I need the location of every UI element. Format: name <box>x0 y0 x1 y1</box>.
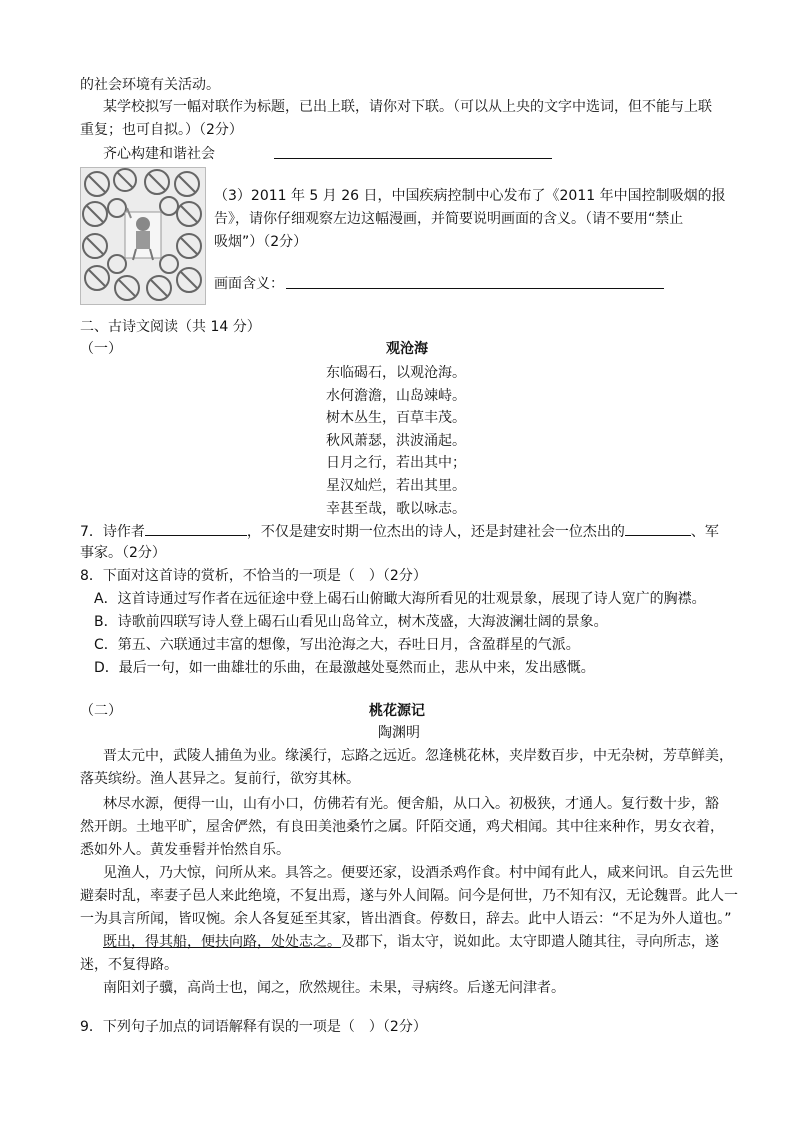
prose-p3-line3: 一为具言所闻，皆叹惋。余人各复延至其家，皆出酒食。停数日，辞去。此中人语云：“不足为外人道也。” <box>80 911 732 927</box>
q7-blank-role[interactable] <box>625 521 691 536</box>
prose-p3-line2: 避秦时乱，率妻子邑人来此绝境，不复出焉，遂与外人间隔。问今是何世，乃不知有汉，无论魏晋。此人一 <box>80 888 738 904</box>
q8-option-c[interactable]: C．第五、六联通过丰富的想像，写出沧海之大，吞吐日月，含盈群星的气派。 <box>94 637 580 653</box>
q7-blank-author[interactable] <box>145 521 247 536</box>
q3-text-line2: 告》，请你仔细观察左边这幅漫画，并简要说明画面的含义。（请不要用“禁止 <box>214 211 684 227</box>
question-8-stem: 8．下面对这首诗的赏析，不恰当的一项是（ ）（2分） <box>80 568 427 584</box>
q8-option-a[interactable]: A．这首诗通过写作者在远征途中登上碣石山俯瞰大海所看见的壮观景象，展现了诗人宽广的胸襟。 <box>94 591 706 607</box>
prose-p3-line5: 迷，不复得路。 <box>80 957 178 973</box>
prose-p2-line2: 然开朗。土地平旷，屋舍俨然，有良田美池桑竹之属。阡陌交通，鸡犬相闻。其中往来种作，男女衣着， <box>80 819 724 835</box>
q8-option-b[interactable]: B．诗歌前四联写诗人登上碣石山看见山岛耸立，树木茂盛，大海波澜壮阔的景象。 <box>94 614 608 630</box>
prose-author: 陶渊明 <box>378 725 420 741</box>
question-9-stem: 9．下列句子加点的词语解释有误的一项是（ ）（2分） <box>80 1019 427 1035</box>
q7-part-c: 、军 <box>690 524 719 540</box>
q7-part-b: ，不仅是建安时期一位杰出的诗人，还是封建社会一位杰出的 <box>246 524 625 540</box>
q3-meaning-label: 画面含义： <box>214 276 284 292</box>
poem-line: 水何澹澹，山岛竦峙。 <box>326 387 466 404</box>
poem-line: 秋风萧瑟，洪波涌起。 <box>326 432 466 449</box>
part1-label: （一） <box>80 341 122 357</box>
prose-p2-line1: 林尽水源，便得一山，山有小口，仿佛若有光。便舍船，从口入。初极狭，才通人。复行数十步，豁 <box>103 796 719 812</box>
prose-p2-line3: 悉如外人。黄发垂髫并怡然自乐。 <box>80 842 290 858</box>
q8-option-d[interactable]: D．最后一句，如一曲雄壮的乐曲，在最激越处戛然而止，悲从中来，发出感慨。 <box>94 660 595 676</box>
question-7 <box>80 521 719 541</box>
couplet-first-line: 齐心构建和谐社会 <box>103 146 215 162</box>
prose-p3-line4-rest: 及郡下，诣太守，说如此。太守即遣人随其往，寻向所志，遂 <box>341 934 719 950</box>
q3-answer-blank[interactable] <box>286 274 664 289</box>
prose-p1-line1: 晋太元中，武陵人捕鱼为业。缘溪行，忘路之远近。忽逢桃花林，夹岸数百步，中无杂树，芳草鲜美， <box>103 748 733 764</box>
q3-text-line1: （3）2011 年 5 月 26 日，中国疾病控制中心发布了《2011 年中国控制吸烟的报 <box>214 188 726 204</box>
poem-line: 幸甚至哉，歌以咏志。 <box>326 500 466 517</box>
q3-text-line3: 吸烟”）（2分） <box>214 234 308 250</box>
cartoon-image <box>81 168 205 304</box>
poem-line: 树木丛生，百草丰茂。 <box>326 410 466 427</box>
prose-p1-line2: 落英缤纷。渔人甚异之。复前行，欲穷其林。 <box>80 771 360 787</box>
prose-p4: 南阳刘子骥，高尚士也，闻之，欣然规往。未果，寻病终。后遂无问津者。 <box>103 980 565 996</box>
section-heading: 二、古诗文阅读（共 14 分） <box>80 319 261 335</box>
part2-label: （二） <box>80 703 122 719</box>
intro-line: 的社会环境有关活动。 <box>80 77 220 93</box>
anti-smoking-cartoon <box>80 167 206 305</box>
couplet-instruction-cont: 重复；也可自拟。）（2分） <box>80 122 243 138</box>
poem-line: 东临碣石，以观沧海。 <box>326 365 466 381</box>
poem-line: 日月之行，若出其中； <box>326 455 466 472</box>
prose-p3-line4 <box>103 933 719 951</box>
poem-title: 观沧海 <box>386 341 428 357</box>
prose-title: 桃花源记 <box>369 703 425 719</box>
underlined-sentence: 既出，得其船，便扶向路，处处志之。 <box>103 934 341 950</box>
prose-p3-line1: 见渔人，乃大惊，问所从来。具答之。便要还家，设酒杀鸡作食。村中闻有此人，咸来问讯。自云先世 <box>103 865 733 881</box>
q7-part-a: 7．诗作者 <box>80 524 145 540</box>
question-7-cont: 事家。（2分） <box>80 545 166 561</box>
couplet-instruction: 某学校拟写一幅对联作为标题，已出上联，请你对下联。（可以从上央的文字中选词，但不能与上联 <box>103 99 712 115</box>
couplet-answer-blank[interactable] <box>274 144 552 159</box>
poem-line: 星汉灿烂，若出其里。 <box>326 478 466 494</box>
